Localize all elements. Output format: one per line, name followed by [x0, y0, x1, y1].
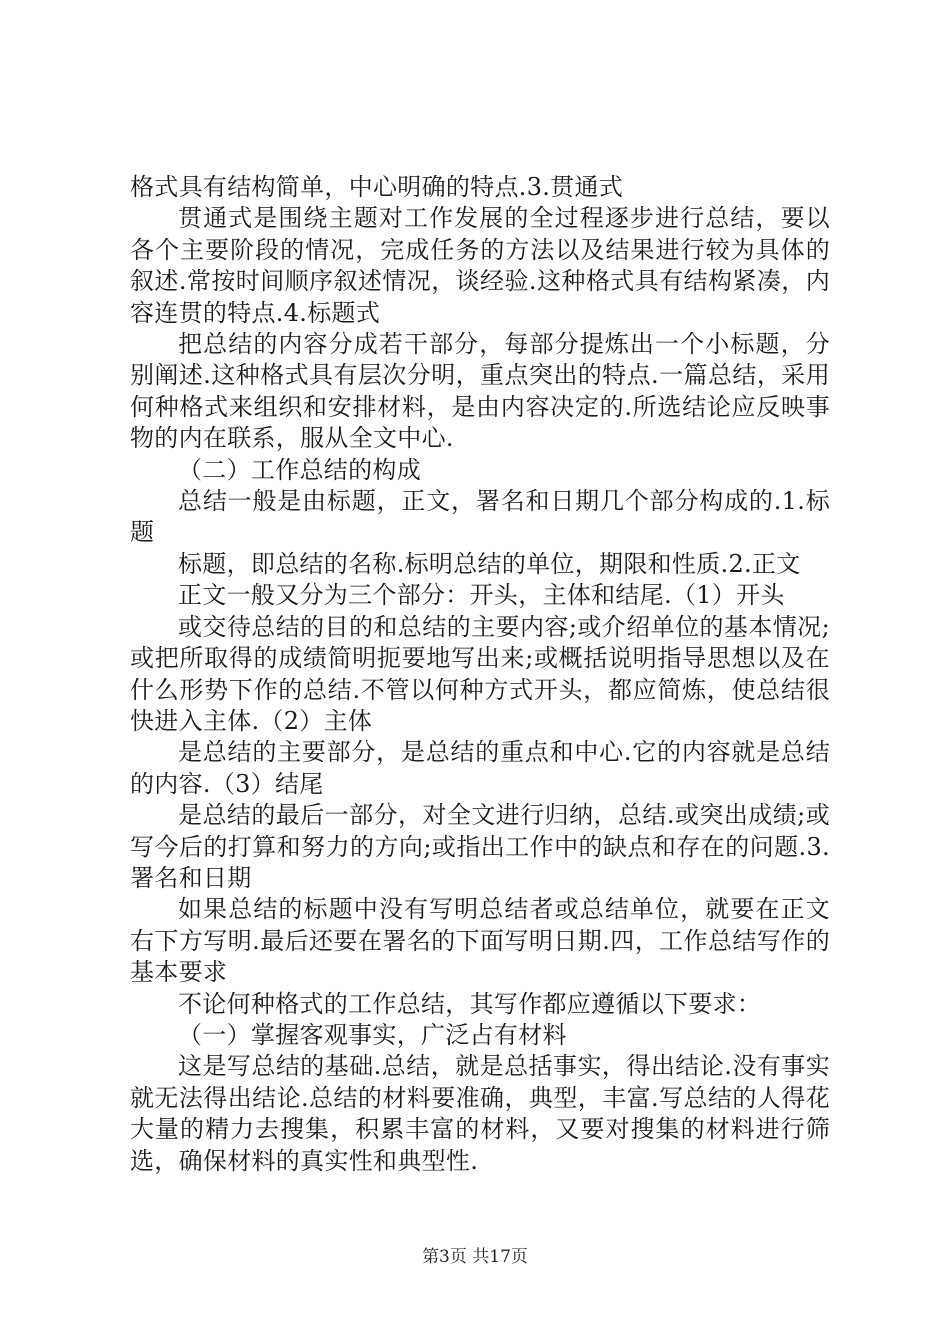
paragraph-requirements-intro: 不论何种格式的工作总结，其写作都应遵循以下要求：	[178, 989, 762, 1018]
paragraph-through-style: 贯通式是围绕主题对工作发展的全过程逐步进行总结，要以各个主要阶段的情况，完成任务的方法以及结果进行较为具体的叙述.常按时间顺序叙述情况，谈经验.这种格式具有结构紧凑，内容连贯的特点.4.标题式	[130, 204, 830, 327]
paragraph-continuation: 格式具有结构简单，中心明确的特点.3.贯通式	[130, 173, 624, 201]
paragraph-signature: 如果总结的标题中没有写明总结者或总结单位，就要在正文右下方写明.最后还要在署名的下面写明日期.四，工作总结写作的基本要求	[130, 895, 830, 987]
section-heading-facts: （一）掌握客观事实，广泛占有材料	[178, 1020, 567, 1049]
paragraph-main-body: 是总结的主要部分，是总结的重点和中心.它的内容就是总结的内容.（3）结尾	[130, 738, 830, 798]
section-heading-composition: （二）工作总结的构成	[178, 455, 421, 484]
page-number-footer: 第3页 共17页	[422, 1247, 528, 1267]
paragraph-facts: 这是写总结的基础.总结，就是总括事实，得出结论.没有事实就无法得出结论.总结的材料要准确，典型，丰富.写总结的人得花大量的精力去搜集，积累丰富的材料，又要对搜集的材料进行筛选，确保材料的真实性和典型性.	[130, 1052, 830, 1175]
paragraph-ending: 是总结的最后一部分，对全文进行归纳，总结.或突出成绩;或写今后的打算和努力的方向;或指出工作中的缺点和存在的问题.3.署名和日期	[130, 801, 830, 892]
paragraph-body-parts: 正文一般又分为三个部分：开头，主体和结尾.（1）开头	[178, 581, 785, 610]
paragraph-title: 标题，即总结的名称.标明总结的单位，期限和性质.2.正文	[178, 549, 801, 578]
document-body	[130, 172, 830, 1177]
paragraph-opening: 或交待总结的目的和总结的主要内容;或介绍单位的基本情况;或把所取得的成绩简明扼要地写出来;或概括说明指导思想以及在什么形势下作的总结.不管以何种方式开头，都应简炼，使总结很快进入主体.（2）主体	[130, 612, 830, 735]
paragraph-composition: 总结一般是由标题，正文，署名和日期几个部分构成的.1.标题	[130, 487, 830, 547]
paragraph-heading-style: 把总结的内容分成若干部分，每部分提炼出一个小标题，分别阐述.这种格式具有层次分明，重点突出的特点.一篇总结，采用何种格式来组织和安排材料，是由内容决定的.所选结论应反映事物的内在联系，服从全文中心.	[130, 330, 830, 453]
